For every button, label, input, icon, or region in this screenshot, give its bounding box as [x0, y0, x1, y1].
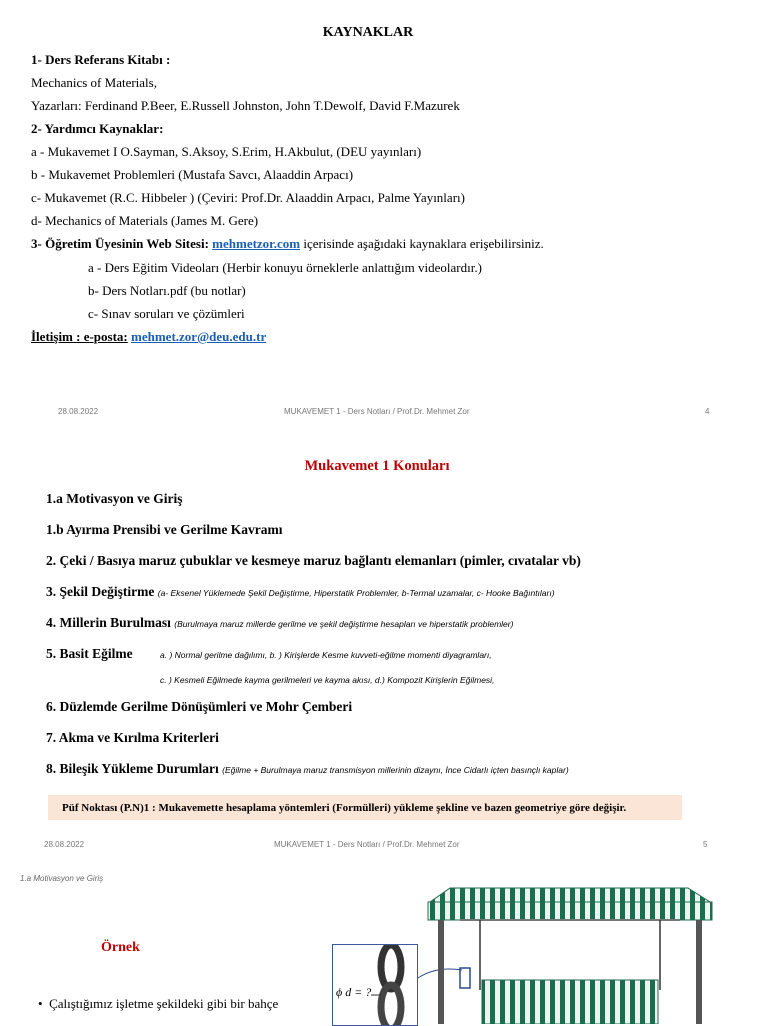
- contact-email[interactable]: mehmet.zor@deu.edu.tr: [131, 329, 267, 344]
- aux-item: d- Mechanics of Materials (James M. Gere): [31, 213, 259, 228]
- contact-line: [31, 329, 266, 345]
- chain-link-icon: [333, 945, 417, 1025]
- topic-note: (a- Eksenel Yüklemede Şekil Değiştirme, Hiperstatik Problemler, b-Termal uzamalar, c- Hooke Bağıntıları): [157, 588, 555, 598]
- topic-item: 7. Akma ve Kırılma Kriterleri: [46, 730, 219, 745]
- web-heading: 3- Öğretim Üyesinin Web Sitesi:: [31, 236, 209, 251]
- bullet-item: • Çalıştığımız işletme şekildeki gibi bir bahçe: [38, 996, 279, 1011]
- topic-item: 4. Millerin Burulması (Burulmaya maruz millerde gerilme ve şekil değiştirme hesapları ve hiperstatik problemler): [46, 615, 514, 630]
- diameter-label: ϕ d = ?: [336, 985, 372, 999]
- aux-item: b - Mukavemet Problemleri (Mustafa Savcı, Alaaddin Arpacı): [31, 167, 354, 182]
- tip-box: [48, 795, 682, 820]
- web-item: c- Sınav soruları ve çözümleri: [88, 306, 245, 321]
- ref-heading: 1- Ders Referans Kitabı :: [31, 52, 171, 67]
- web-line: [31, 236, 544, 252]
- aux-item: a - Mukavemet I O.Sayman, S.Aksoy, S.Erim, H.Akbulut, (DEU yayınları): [31, 144, 422, 159]
- page-title: KAYNAKLAR: [322, 25, 414, 40]
- footer-date: 28.08.2022: [58, 407, 99, 416]
- ref-authors: Yazarları: Ferdinand P.Beer, E.Russell Johnston, John T.Dewolf, David F.Mazurek: [31, 98, 460, 113]
- bullet-dot: •: [38, 996, 43, 1011]
- topics-title: Mukavemet 1 Konuları: [304, 458, 450, 474]
- footer-center: MUKAVEMET 1 - Ders Notları / Prof.Dr. Mehmet Zor: [274, 840, 460, 849]
- topic-item: 3. Şekil Değiştirme (a- Eksenel Yüklemede Şekil Değiştirme, Hiperstatik Problemler, b-Termal uzamalar, c- Hooke Bağıntıları): [46, 584, 555, 599]
- footer-center: MUKAVEMET 1 - Ders Notları / Prof.Dr. Mehmet Zor: [284, 407, 470, 416]
- topic-note: a. ) Normal gerilme dağılımı, b. ) Kirişlerde Kesme kuvveti-eğilme momenti diyagramları,: [160, 650, 492, 660]
- topic-item: 1.a Motivasyon ve Giriş: [46, 491, 183, 506]
- topic-item: 5. Basit Eğilme: [46, 646, 133, 661]
- web-item: b- Ders Notları.pdf (bu notlar): [88, 283, 246, 298]
- topic-item: 6. Düzlemde Gerilme Dönüşümleri ve Mohr Çemberi: [46, 699, 353, 714]
- aux-item: c- Mukavemet (R.C. Hibbeler ) (Çeviri: Prof.Dr. Alaaddin Arpacı, Palme Yayınları): [31, 190, 465, 205]
- topic-item: 8. Bileşik Yükleme Durumları (Eğilme + Burulmaya maruz transmisyon millerinin dizaynı, İnce Cidarlı içten basınçlı kaplar): [46, 761, 569, 776]
- topic-item: 1.b Ayırma Prensibi ve Gerilme Kavramı: [46, 522, 283, 537]
- topic-note: (Burulmaya maruz millerde gerilme ve şekil değiştirme hesapları ve hiperstatik problemler): [174, 619, 514, 629]
- topic-note: (Eğilme + Burulmaya maruz transmisyon millerinin dizaynı, İnce Cidarlı içten basınçlı kaplar): [222, 765, 569, 775]
- contact-label: İletişim : e-posta:: [31, 329, 128, 344]
- topic-note: c. ) Kesmeli Eğilmede kayma gerilmeleri ve kayma akısı, d.) Kompozit Kirişlerin Eğilmesi,: [160, 675, 495, 685]
- tip-text: Püf Noktası (P.N)1 : Mukavemette hesaplama yöntemleri (Formülleri) yükleme şekline ve bazen geometriye göre değişir.: [62, 802, 627, 814]
- chain-figure: [332, 944, 418, 1026]
- footer-page: 4: [705, 407, 710, 416]
- topic-item: 2. Çeki / Basıya maruz çubuklar ve kesmeye maruz bağlantı elemanları (pimler, cıvatalar vb): [46, 553, 581, 568]
- section-label: 1.a Motivasyon ve Giriş: [20, 874, 104, 883]
- web-tail: içerisinde aşağıdaki kaynaklara erişebilirsiniz.: [303, 236, 544, 251]
- example-title: Örnek: [101, 940, 140, 955]
- web-item: a - Ders Eğitim Videoları (Herbir konuyu örneklerle anlattığım videolardır.): [88, 260, 482, 275]
- swing-image: [420, 880, 720, 1024]
- aux-heading: 2- Yardımcı Kaynaklar:: [31, 121, 164, 136]
- web-link[interactable]: mehmetzor.com: [212, 236, 301, 251]
- ref-book: Mechanics of Materials,: [31, 75, 157, 90]
- footer-date: 28.08.2022: [44, 840, 85, 849]
- garden-swing-icon: [420, 880, 720, 1024]
- footer-page: 5: [703, 840, 708, 849]
